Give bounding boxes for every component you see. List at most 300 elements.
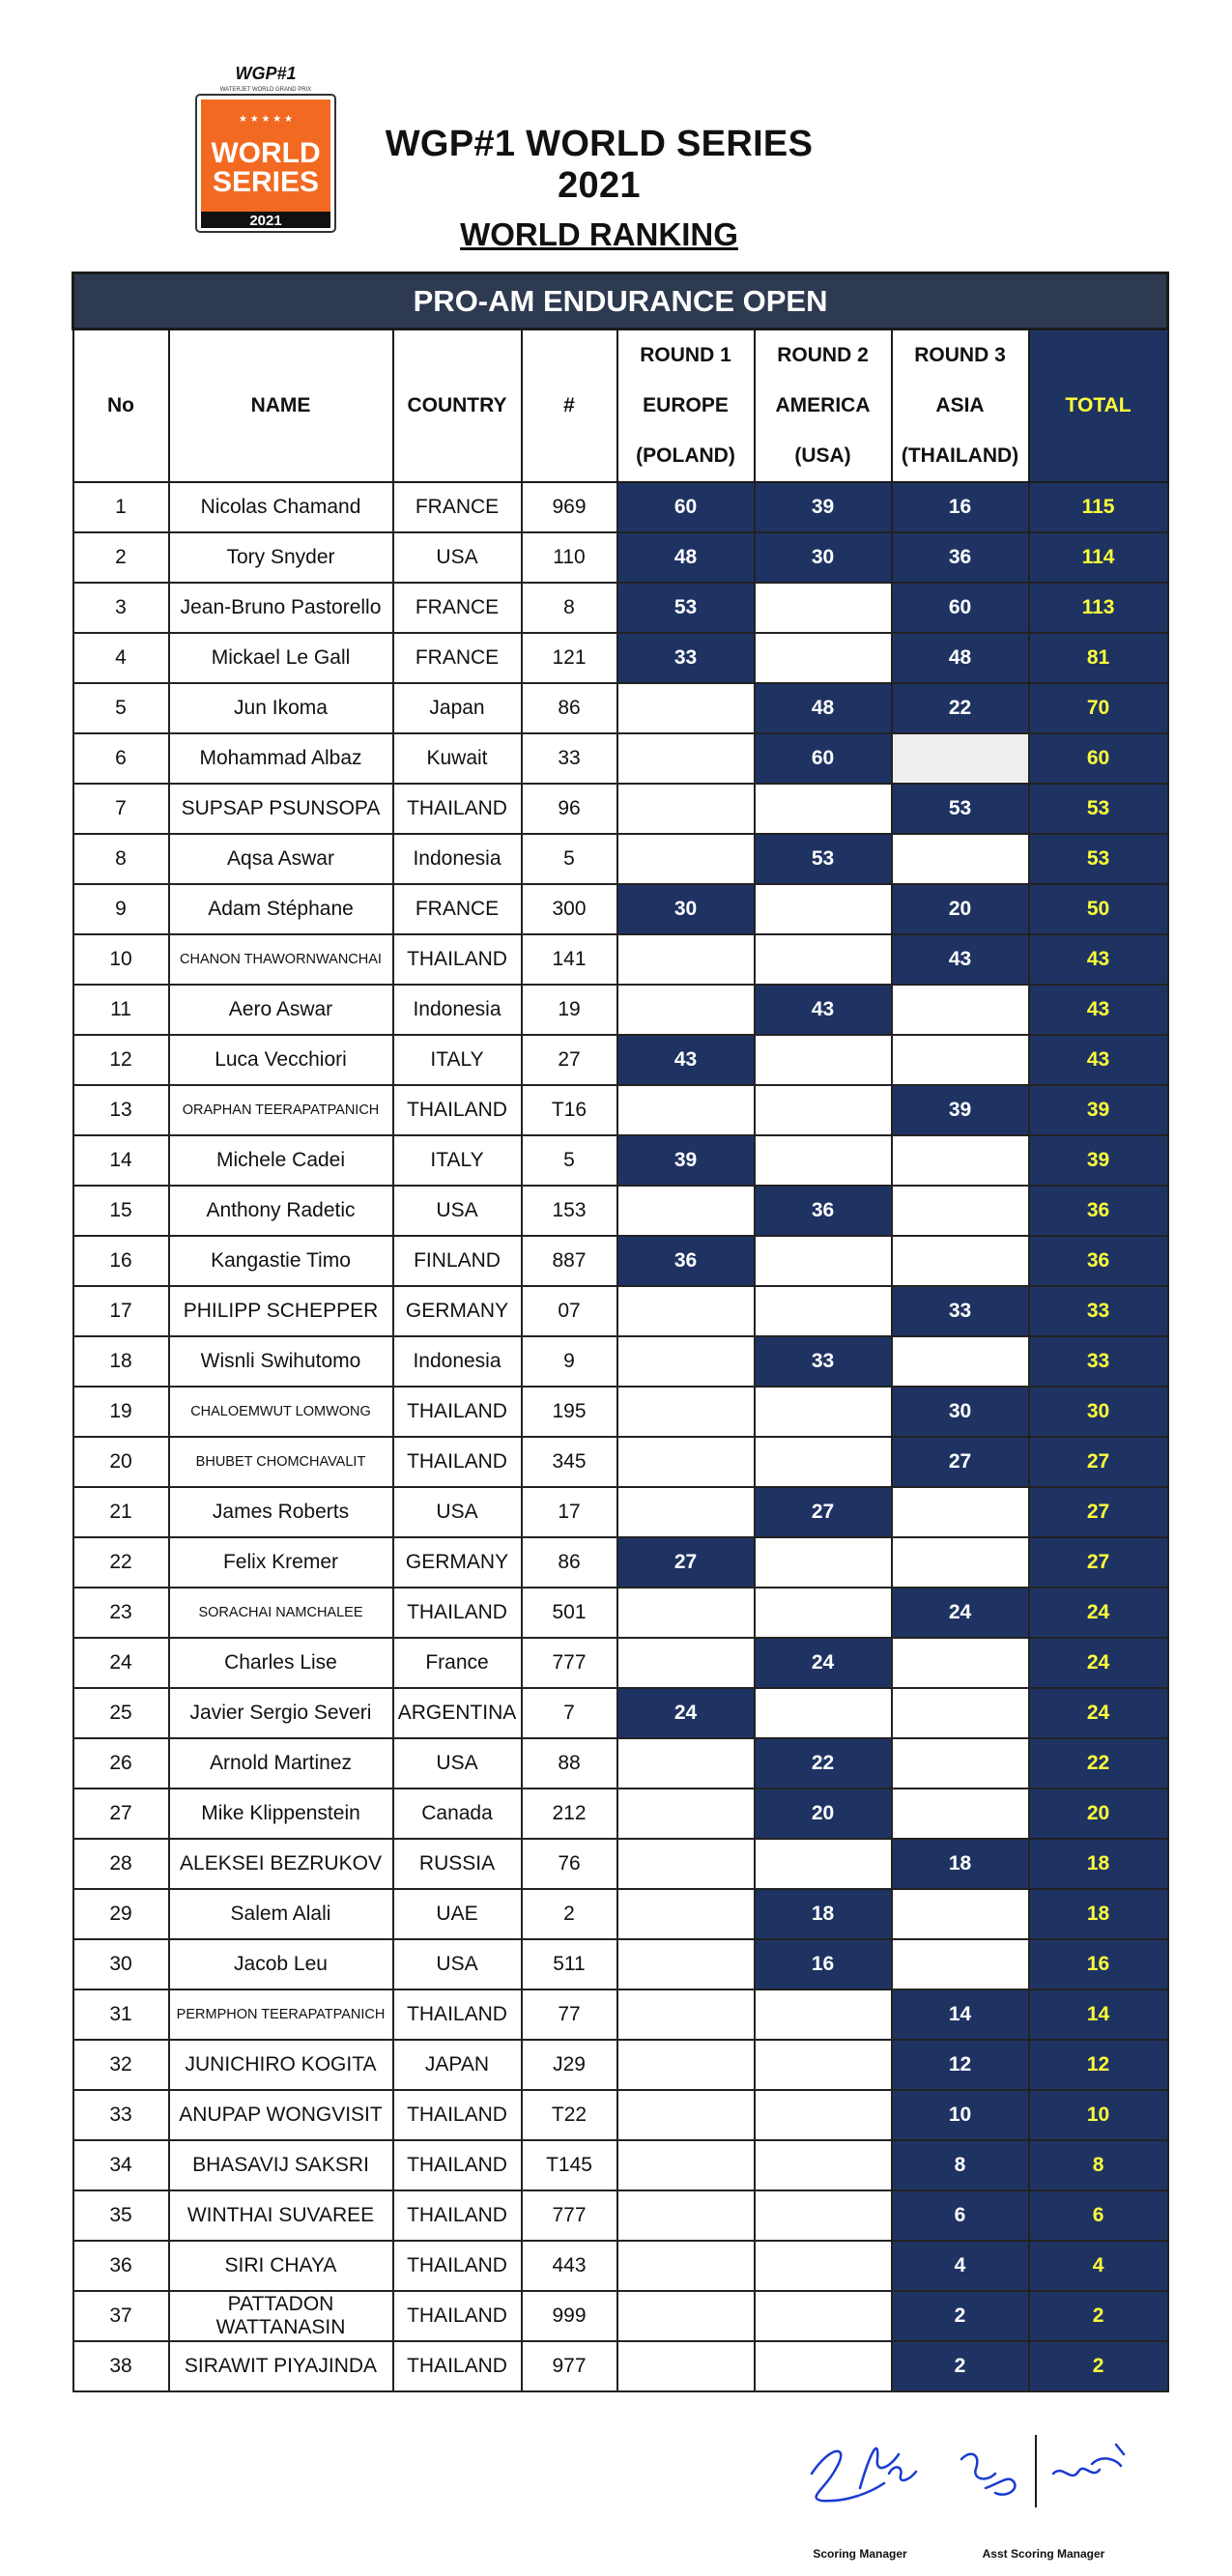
signature-asst-scoring-manager	[947, 2416, 1140, 2570]
round-3-points-cell	[892, 985, 1029, 1035]
class-banner: PRO-AM ENDURANCE OPEN	[73, 273, 1168, 329]
rank-cell: 5	[73, 683, 169, 733]
name-cell: Nicolas Chamand	[169, 482, 393, 532]
country-cell: THAILAND	[393, 2341, 522, 2391]
round-3-points-cell: 30	[892, 1387, 1029, 1437]
round-3-points-cell: 10	[892, 2090, 1029, 2140]
round-2-points-cell: 39	[755, 482, 892, 532]
round-3-points-cell: 24	[892, 1588, 1029, 1638]
table-row	[73, 784, 1168, 834]
name-cell: James Roberts	[169, 1487, 393, 1537]
round-3-points-cell: 53	[892, 784, 1029, 834]
rank-cell: 10	[73, 934, 169, 985]
race-number-cell: 7	[522, 1688, 617, 1738]
table-row	[73, 1387, 1168, 1437]
race-number-cell: 777	[522, 1638, 617, 1688]
race-number-cell: 121	[522, 633, 617, 683]
total-points-cell: 36	[1029, 1186, 1168, 1236]
round-3-points-cell	[892, 1789, 1029, 1839]
total-points-cell: 18	[1029, 1889, 1168, 1939]
country-cell: Indonesia	[393, 834, 522, 884]
round-2-points-cell: 16	[755, 1939, 892, 1989]
round-2-points-cell	[755, 2291, 892, 2341]
round-1-points-cell	[617, 2190, 755, 2241]
race-number-cell: T22	[522, 2090, 617, 2140]
race-number-cell: T16	[522, 1085, 617, 1135]
race-number-cell: 2	[522, 1889, 617, 1939]
rank-cell: 35	[73, 2190, 169, 2241]
name-cell: Wisnli Swihutomo	[169, 1336, 393, 1387]
total-points-cell: 53	[1029, 784, 1168, 834]
header-round-2-line-3: (USA)	[794, 444, 851, 467]
total-points-cell: 115	[1029, 482, 1168, 532]
rank-cell: 23	[73, 1588, 169, 1638]
table-row	[73, 1638, 1168, 1688]
round-2-points-cell	[755, 583, 892, 633]
round-2-points-cell: 36	[755, 1186, 892, 1236]
table-row	[73, 2291, 1168, 2341]
name-cell: PHILIPP SCHEPPER	[169, 1286, 393, 1336]
country-cell: FRANCE	[393, 633, 522, 683]
table-row	[73, 733, 1168, 784]
race-number-cell: 501	[522, 1588, 617, 1638]
round-1-points-cell: 53	[617, 583, 755, 633]
round-1-points-cell	[617, 1437, 755, 1487]
race-number-cell: 5	[522, 834, 617, 884]
round-3-points-cell: 14	[892, 1989, 1029, 2040]
country-cell: JAPAN	[393, 2040, 522, 2090]
round-3-points-cell: 39	[892, 1085, 1029, 1135]
race-number-cell: 110	[522, 532, 617, 583]
header-round-1-line-2: EUROPE	[643, 394, 729, 416]
svg-text:WORLD: WORLD	[211, 137, 321, 169]
ranking-rows	[73, 482, 1168, 2391]
header-name: NAME	[169, 329, 393, 483]
round-1-points-cell	[617, 1839, 755, 1889]
round-1-points-cell: 27	[617, 1537, 755, 1588]
table-row	[73, 2040, 1168, 2090]
country-cell: Japan	[393, 683, 522, 733]
country-cell: THAILAND	[393, 1387, 522, 1437]
round-1-points-cell	[617, 2241, 755, 2291]
round-2-points-cell	[755, 633, 892, 683]
country-cell: USA	[393, 1738, 522, 1789]
country-cell: Canada	[393, 1789, 522, 1839]
country-cell: ARGENTINA	[393, 1688, 522, 1738]
round-3-points-cell: 20	[892, 884, 1029, 934]
name-cell: SUPSAP PSUNSOPA	[169, 784, 393, 834]
svg-text:SERIES: SERIES	[212, 166, 320, 198]
country-cell: France	[393, 1638, 522, 1688]
round-3-points-cell	[892, 1738, 1029, 1789]
total-points-cell: 10	[1029, 2090, 1168, 2140]
rank-cell: 14	[73, 1135, 169, 1186]
table-row	[73, 683, 1168, 733]
total-points-cell: 81	[1029, 633, 1168, 683]
race-number-cell: 19	[522, 985, 617, 1035]
total-points-cell: 6	[1029, 2190, 1168, 2241]
race-number-cell: 345	[522, 1437, 617, 1487]
total-points-cell: 20	[1029, 1789, 1168, 1839]
total-points-cell: 2	[1029, 2291, 1168, 2341]
table-row	[73, 1889, 1168, 1939]
total-points-cell: 22	[1029, 1738, 1168, 1789]
wgp-world-series-logo	[193, 66, 338, 235]
asst-scoring-manager-label: Asst Scoring Manager	[982, 2547, 1105, 2561]
total-points-cell: 24	[1029, 1588, 1168, 1638]
country-cell: FRANCE	[393, 884, 522, 934]
round-2-points-cell: 22	[755, 1738, 892, 1789]
race-number-cell: T145	[522, 2140, 617, 2190]
name-cell: SIRAWIT PIYAJINDA	[169, 2341, 393, 2391]
round-1-points-cell: 24	[617, 1688, 755, 1738]
country-cell: UAE	[393, 1889, 522, 1939]
round-1-points-cell	[617, 1738, 755, 1789]
race-number-cell: 777	[522, 2190, 617, 2241]
rank-cell: 2	[73, 532, 169, 583]
ranking-table	[72, 272, 1169, 2392]
country-cell: ITALY	[393, 1135, 522, 1186]
round-2-points-cell: 48	[755, 683, 892, 733]
page-subtitle: WORLD RANKING	[460, 216, 738, 252]
rank-cell: 17	[73, 1286, 169, 1336]
table-row	[73, 934, 1168, 985]
header-round-3	[892, 329, 1029, 483]
race-number-cell: 5	[522, 1135, 617, 1186]
page-title: WGP#1 WORLD SERIES 2021	[385, 124, 814, 206]
round-1-points-cell: 48	[617, 532, 755, 583]
table-row	[73, 1939, 1168, 1989]
table-row	[73, 1839, 1168, 1889]
rank-cell: 26	[73, 1738, 169, 1789]
table-row	[73, 1738, 1168, 1789]
table-row	[73, 2190, 1168, 2241]
name-cell: Tory Snyder	[169, 532, 393, 583]
total-points-cell: 2	[1029, 2341, 1168, 2391]
race-number-cell: 300	[522, 884, 617, 934]
round-1-points-cell	[617, 2040, 755, 2090]
country-cell: GERMANY	[393, 1537, 522, 1588]
signature-asst-scoring-manager-image	[947, 2416, 1140, 2522]
round-2-points-cell	[755, 884, 892, 934]
header-round-2-line-1: ROUND 2	[777, 344, 869, 366]
table-row	[73, 1336, 1168, 1387]
total-points-cell: 43	[1029, 985, 1168, 1035]
rank-cell: 13	[73, 1085, 169, 1135]
round-2-points-cell	[755, 1588, 892, 1638]
table-row	[73, 532, 1168, 583]
round-3-points-cell: 43	[892, 934, 1029, 985]
round-3-points-cell	[892, 1336, 1029, 1387]
name-cell: Mickael Le Gall	[169, 633, 393, 683]
round-3-points-cell	[892, 1186, 1029, 1236]
round-2-points-cell	[755, 2140, 892, 2190]
country-cell: THAILAND	[393, 1989, 522, 2040]
rank-cell: 31	[73, 1989, 169, 2040]
table-row	[73, 1186, 1168, 1236]
table-row	[73, 1688, 1168, 1738]
round-3-points-cell	[892, 1487, 1029, 1537]
total-points-cell: 27	[1029, 1537, 1168, 1588]
round-1-points-cell	[617, 985, 755, 1035]
round-1-points-cell	[617, 1789, 755, 1839]
rank-cell: 37	[73, 2291, 169, 2341]
round-2-points-cell	[755, 2190, 892, 2241]
round-2-points-cell	[755, 1688, 892, 1738]
ranking-table-wrap	[72, 272, 1166, 2392]
round-1-points-cell: 60	[617, 482, 755, 532]
round-2-points-cell: 53	[755, 834, 892, 884]
country-cell: THAILAND	[393, 2190, 522, 2241]
race-number-cell: 88	[522, 1738, 617, 1789]
name-cell: Luca Vecchiori	[169, 1035, 393, 1085]
svg-text:WATERJET WORLD GRAND PRIX: WATERJET WORLD GRAND PRIX	[219, 87, 312, 93]
race-number-cell: 33	[522, 733, 617, 784]
race-number-cell: 27	[522, 1035, 617, 1085]
round-3-points-cell: 2	[892, 2341, 1029, 2391]
round-1-points-cell	[617, 1939, 755, 1989]
round-1-points-cell	[617, 1989, 755, 2040]
country-cell: THAILAND	[393, 784, 522, 834]
table-row	[73, 2140, 1168, 2190]
name-cell: WINTHAI SUVAREE	[169, 2190, 393, 2241]
name-cell: Adam Stéphane	[169, 884, 393, 934]
rank-cell: 24	[73, 1638, 169, 1688]
round-1-points-cell	[617, 1588, 755, 1638]
round-1-points-cell	[617, 1286, 755, 1336]
name-cell: PATTADON WATTANASIN	[169, 2291, 393, 2341]
name-cell: BHASAVIJ SAKSRI	[169, 2140, 393, 2190]
round-2-points-cell	[755, 2090, 892, 2140]
country-cell: USA	[393, 1939, 522, 1989]
header-round-1-line-3: (POLAND)	[636, 444, 735, 467]
round-3-points-cell	[892, 1236, 1029, 1286]
round-2-points-cell	[755, 1035, 892, 1085]
table-row	[73, 2341, 1168, 2391]
race-number-cell: 141	[522, 934, 617, 985]
round-3-points-cell	[892, 733, 1029, 784]
total-points-cell: 27	[1029, 1437, 1168, 1487]
round-3-points-cell: 12	[892, 2040, 1029, 2090]
rank-cell: 11	[73, 985, 169, 1035]
round-3-points-cell: 8	[892, 2140, 1029, 2190]
round-1-points-cell	[617, 2341, 755, 2391]
header-round-3-line-1: ROUND 3	[914, 344, 1006, 366]
total-points-cell: 4	[1029, 2241, 1168, 2291]
round-3-points-cell: 18	[892, 1839, 1029, 1889]
race-number-cell: 07	[522, 1286, 617, 1336]
table-row	[73, 633, 1168, 683]
name-cell: ANUPAP WONGVISIT	[169, 2090, 393, 2140]
rank-cell: 7	[73, 784, 169, 834]
class-banner-row	[73, 273, 1168, 329]
round-1-points-cell: 39	[617, 1135, 755, 1186]
rank-cell: 1	[73, 482, 169, 532]
country-cell: RUSSIA	[393, 1839, 522, 1889]
round-3-points-cell	[892, 1939, 1029, 1989]
round-2-points-cell	[755, 1387, 892, 1437]
round-2-points-cell: 43	[755, 985, 892, 1035]
total-points-cell: 14	[1029, 1989, 1168, 2040]
race-number-cell: 96	[522, 784, 617, 834]
total-points-cell: 50	[1029, 884, 1168, 934]
total-points-cell: 60	[1029, 733, 1168, 784]
rank-cell: 25	[73, 1688, 169, 1738]
race-number-cell: 17	[522, 1487, 617, 1537]
round-2-points-cell	[755, 934, 892, 985]
scoring-manager-label: Scoring Manager	[813, 2547, 907, 2561]
round-3-points-cell	[892, 834, 1029, 884]
race-number-cell: 977	[522, 2341, 617, 2391]
table-row	[73, 2241, 1168, 2291]
total-points-cell: 24	[1029, 1688, 1168, 1738]
header-round-3-line-3: (THAILAND)	[901, 444, 1019, 467]
round-1-points-cell	[617, 784, 755, 834]
country-cell: FRANCE	[393, 583, 522, 633]
table-row	[73, 482, 1168, 532]
name-cell: JUNICHIRO KOGITA	[169, 2040, 393, 2090]
total-points-cell: 33	[1029, 1336, 1168, 1387]
name-cell: Aqsa Aswar	[169, 834, 393, 884]
round-2-points-cell	[755, 1236, 892, 1286]
race-number-cell: 212	[522, 1789, 617, 1839]
total-points-cell: 30	[1029, 1387, 1168, 1437]
total-points-cell: 16	[1029, 1939, 1168, 1989]
round-3-points-cell: 2	[892, 2291, 1029, 2341]
table-row	[73, 2090, 1168, 2140]
name-cell: Charles Lise	[169, 1638, 393, 1688]
header-round-1	[617, 329, 755, 483]
rank-cell: 6	[73, 733, 169, 784]
name-cell: Michele Cadei	[169, 1135, 393, 1186]
total-points-cell: 8	[1029, 2140, 1168, 2190]
rank-cell: 38	[73, 2341, 169, 2391]
round-1-points-cell	[617, 1186, 755, 1236]
rank-cell: 4	[73, 633, 169, 683]
name-cell: Jacob Leu	[169, 1939, 393, 1989]
table-row	[73, 1989, 1168, 2040]
race-number-cell: 76	[522, 1839, 617, 1889]
rank-cell: 18	[73, 1336, 169, 1387]
round-2-points-cell	[755, 1085, 892, 1135]
round-1-points-cell	[617, 834, 755, 884]
name-cell: ORAPHAN TEERAPATPANICH	[169, 1085, 393, 1135]
round-3-points-cell	[892, 1889, 1029, 1939]
round-1-points-cell: 33	[617, 633, 755, 683]
total-points-cell: 43	[1029, 1035, 1168, 1085]
total-points-cell: 39	[1029, 1085, 1168, 1135]
name-cell: CHANON THAWORNWANCHAI	[169, 934, 393, 985]
round-3-points-cell: 60	[892, 583, 1029, 633]
race-number-cell: 153	[522, 1186, 617, 1236]
country-cell: THAILAND	[393, 2140, 522, 2190]
round-2-points-cell	[755, 1989, 892, 2040]
round-3-points-cell: 4	[892, 2241, 1029, 2291]
name-cell: BHUBET CHOMCHAVALIT	[169, 1437, 393, 1487]
total-points-cell: 114	[1029, 532, 1168, 583]
header-no: No	[73, 329, 169, 483]
name-cell: Jean-Bruno Pastorello	[169, 583, 393, 633]
total-points-cell: 36	[1029, 1236, 1168, 1286]
round-2-points-cell	[755, 2040, 892, 2090]
name-cell: Jun Ikoma	[169, 683, 393, 733]
rank-cell: 34	[73, 2140, 169, 2190]
rank-cell: 36	[73, 2241, 169, 2291]
name-cell: Kangastie Timo	[169, 1236, 393, 1286]
name-cell: CHALOEMWUT LOMWONG	[169, 1387, 393, 1437]
table-row	[73, 884, 1168, 934]
country-cell: THAILAND	[393, 2241, 522, 2291]
rank-cell: 30	[73, 1939, 169, 1989]
round-1-points-cell: 36	[617, 1236, 755, 1286]
round-2-points-cell: 30	[755, 532, 892, 583]
round-3-points-cell: 6	[892, 2190, 1029, 2241]
round-1-points-cell	[617, 1487, 755, 1537]
rank-cell: 33	[73, 2090, 169, 2140]
rank-cell: 12	[73, 1035, 169, 1085]
header-round-1-line-1: ROUND 1	[640, 344, 731, 366]
rank-cell: 3	[73, 583, 169, 633]
total-points-cell: 27	[1029, 1487, 1168, 1537]
total-points-cell: 39	[1029, 1135, 1168, 1186]
round-3-points-cell: 22	[892, 683, 1029, 733]
name-cell: Felix Kremer	[169, 1537, 393, 1588]
round-2-points-cell: 20	[755, 1789, 892, 1839]
race-number-cell: 86	[522, 1537, 617, 1588]
round-3-points-cell	[892, 1638, 1029, 1688]
svg-text:2021: 2021	[249, 213, 282, 229]
country-cell: THAILAND	[393, 1588, 522, 1638]
round-1-points-cell	[617, 1638, 755, 1688]
round-2-points-cell: 60	[755, 733, 892, 784]
name-cell: Anthony Radetic	[169, 1186, 393, 1236]
country-cell: FRANCE	[393, 482, 522, 532]
country-cell: ITALY	[393, 1035, 522, 1085]
table-row	[73, 1286, 1168, 1336]
race-number-cell: 8	[522, 583, 617, 633]
race-number-cell: 511	[522, 1939, 617, 1989]
name-cell: SORACHAI NAMCHALEE	[169, 1588, 393, 1638]
country-cell: THAILAND	[393, 1085, 522, 1135]
country-cell: THAILAND	[393, 934, 522, 985]
header-round-2	[755, 329, 892, 483]
race-number-cell: 887	[522, 1236, 617, 1286]
race-number-cell: 9	[522, 1336, 617, 1387]
round-1-points-cell: 30	[617, 884, 755, 934]
name-cell: Mohammad Albaz	[169, 733, 393, 784]
country-cell: USA	[393, 1186, 522, 1236]
country-cell: THAILAND	[393, 1437, 522, 1487]
round-2-points-cell	[755, 2241, 892, 2291]
rank-cell: 22	[73, 1537, 169, 1588]
country-cell: THAILAND	[393, 2090, 522, 2140]
round-1-points-cell	[617, 1387, 755, 1437]
name-cell: Salem Alali	[169, 1889, 393, 1939]
race-number-cell: 969	[522, 482, 617, 532]
table-row	[73, 1789, 1168, 1839]
round-1-points-cell: 43	[617, 1035, 755, 1085]
total-points-cell: 43	[1029, 934, 1168, 985]
round-2-points-cell	[755, 1286, 892, 1336]
table-row	[73, 1035, 1168, 1085]
total-points-cell: 24	[1029, 1638, 1168, 1688]
race-number-cell: 195	[522, 1387, 617, 1437]
table-row	[73, 1537, 1168, 1588]
rank-cell: 19	[73, 1387, 169, 1437]
round-1-points-cell	[617, 2291, 755, 2341]
round-3-points-cell	[892, 1688, 1029, 1738]
race-number-cell: 86	[522, 683, 617, 733]
